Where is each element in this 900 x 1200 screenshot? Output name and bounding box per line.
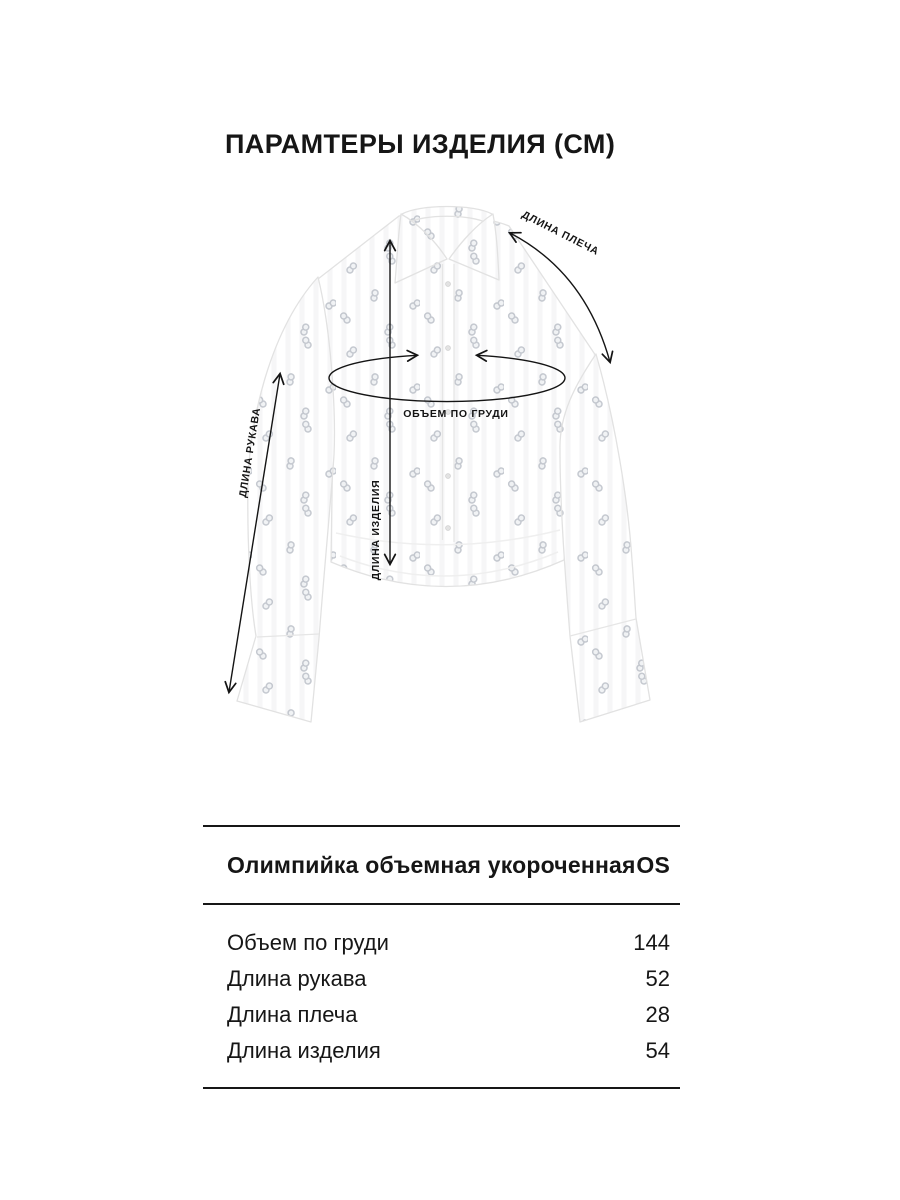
measurement-label: Длина рукава <box>227 966 367 991</box>
measurement-value: 54 <box>645 1038 670 1063</box>
size-table-body <box>203 905 680 1087</box>
measurement-label: Объем по груди <box>227 930 389 955</box>
table-row <box>227 997 670 1033</box>
measurement-value: 28 <box>645 1002 670 1027</box>
sleeve-length-label: ДЛИНА РУКАВА <box>236 406 264 499</box>
measurement-value: 52 <box>645 966 670 991</box>
table-row <box>227 961 670 997</box>
table-row <box>227 925 670 961</box>
garment-length-label: ДЛИНА ИЗДЕЛИЯ <box>370 479 382 581</box>
shoulder-length-label: ДЛИНА ПЛЕЧА <box>519 208 601 258</box>
page-title: ПАРАМТЕРЫ ИЗДЕЛИЯ (СМ) <box>225 129 616 159</box>
measurement-value: 144 <box>633 930 670 955</box>
size-table <box>203 825 680 1089</box>
product-name: Олимпийка объемная укороченная <box>227 851 636 878</box>
chest-girth-label: ОБЪЕМ ПО ГРУДИ <box>403 408 509 420</box>
shirt-illustration <box>237 207 650 723</box>
shirt-sleeve-left <box>237 277 334 722</box>
size-table-header <box>203 827 680 905</box>
size-column-header: OS <box>636 851 670 878</box>
table-row <box>227 1033 670 1069</box>
measurement-label: Длина плеча <box>227 1002 358 1027</box>
shirt-sleeve-right <box>560 354 650 722</box>
measurement-label: Длина изделия <box>227 1038 381 1063</box>
